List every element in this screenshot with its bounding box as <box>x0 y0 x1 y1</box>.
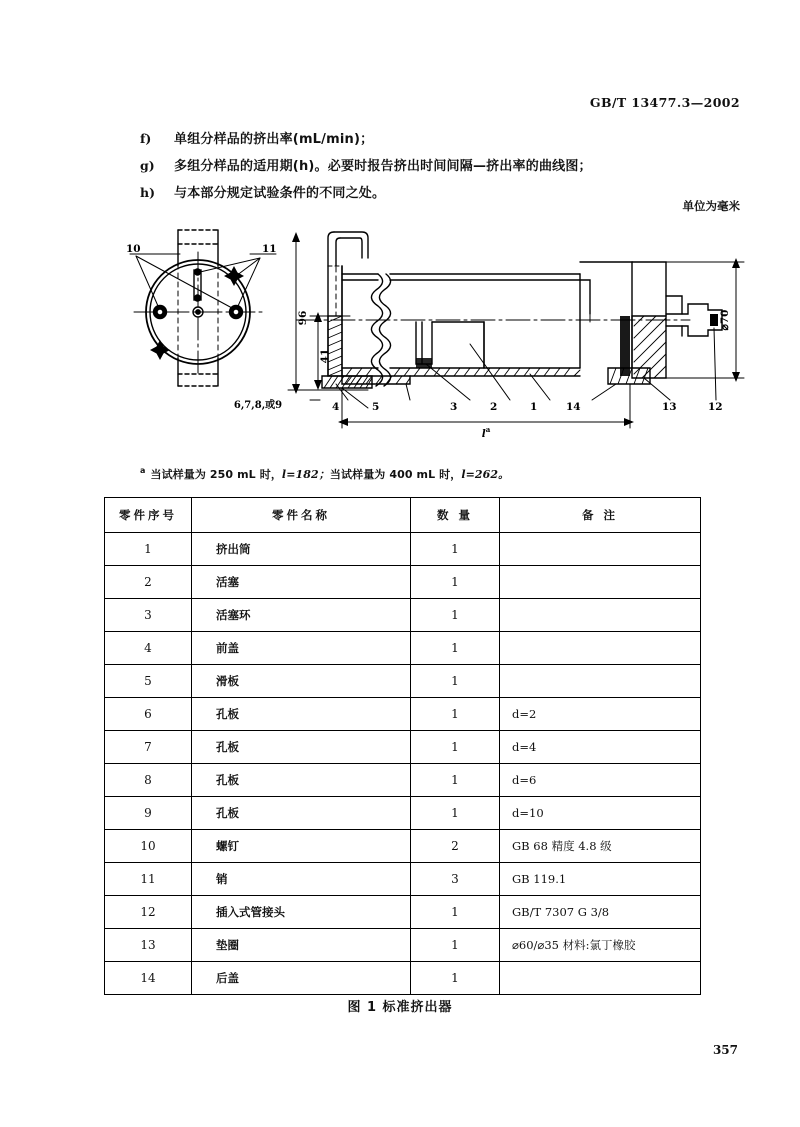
cell-remark: GB 119.1 <box>500 863 701 896</box>
table-row <box>105 797 701 830</box>
footnote-text-2: 当试样量为 400 mL 时， <box>329 468 462 481</box>
figure-footnote <box>140 466 509 482</box>
callout-14: 14 <box>566 401 581 413</box>
cell-name: 孔板 <box>192 698 411 731</box>
callout-11: 11 <box>262 243 277 255</box>
cell-qty: 2 <box>411 830 500 863</box>
cell-qty: 1 <box>411 632 500 665</box>
cell-name: 孔板 <box>192 797 411 830</box>
cell-name: 螺钉 <box>192 830 411 863</box>
list-item <box>140 184 760 204</box>
cell-remark <box>500 566 701 599</box>
callout-3: 3 <box>450 401 458 413</box>
cell-no: 4 <box>105 632 192 665</box>
cell-remark: ⌀60/⌀35 材料:氯丁橡胶 <box>500 929 701 962</box>
cell-qty: 1 <box>411 764 500 797</box>
cell-no: 8 <box>105 764 192 797</box>
table-row <box>105 566 701 599</box>
cell-remark <box>500 665 701 698</box>
standard-header: GB/T 13477.3—2002 <box>589 95 740 110</box>
callout-4: 4 <box>332 401 340 413</box>
cell-no: 11 <box>105 863 192 896</box>
clause-text: 多组分样品的适用期(h)。必要时报告挤出时间间隔—挤出率的曲线图； <box>174 158 592 174</box>
cell-name: 插入式管接头 <box>192 896 411 929</box>
cell-no: 5 <box>105 665 192 698</box>
cell-name: 销 <box>192 863 411 896</box>
list-item <box>140 157 760 177</box>
cell-qty: 1 <box>411 566 500 599</box>
callout-1: 1 <box>530 401 538 413</box>
cell-no: 14 <box>105 962 192 995</box>
cell-name: 孔板 <box>192 731 411 764</box>
footnote-equation-1: l=182； <box>281 468 330 481</box>
table-row <box>105 764 701 797</box>
cell-remark: d=4 <box>500 731 701 764</box>
clause-marker: g) <box>140 157 155 173</box>
column-header-name: 零件名称 <box>192 498 411 533</box>
cell-name: 前盖 <box>192 632 411 665</box>
dimension-height-inner: 41 <box>319 348 331 364</box>
cell-remark <box>500 632 701 665</box>
cell-no: 1 <box>105 533 192 566</box>
cell-remark: d=10 <box>500 797 701 830</box>
list-item <box>140 130 760 150</box>
cell-qty: 3 <box>411 863 500 896</box>
cell-no: 3 <box>105 599 192 632</box>
cell-qty: 1 <box>411 962 500 995</box>
cell-remark: d=2 <box>500 698 701 731</box>
cell-no: 10 <box>105 830 192 863</box>
callout-5: 5 <box>372 401 380 413</box>
clause-list <box>140 130 760 211</box>
parts-table <box>104 497 701 995</box>
table-row <box>105 698 701 731</box>
table-row <box>105 863 701 896</box>
callout-hole-plates: 6,7,8,或9 <box>233 400 283 411</box>
table-row <box>105 632 701 665</box>
table-row <box>105 665 701 698</box>
table-header-row <box>105 498 701 533</box>
cell-name: 活塞环 <box>192 599 411 632</box>
cell-qty: 1 <box>411 698 500 731</box>
footnote-equation-2: l=262。 <box>461 468 510 481</box>
cell-qty: 1 <box>411 533 500 566</box>
column-header-qty: 数 量 <box>411 498 500 533</box>
cell-qty: 1 <box>411 797 500 830</box>
cell-name: 挤出筒 <box>192 533 411 566</box>
cell-qty: 1 <box>411 929 500 962</box>
cell-no: 9 <box>105 797 192 830</box>
cell-name: 滑板 <box>192 665 411 698</box>
cell-remark: GB 68 精度 4.8 级 <box>500 830 701 863</box>
callout-12: 12 <box>708 401 723 413</box>
table-row <box>105 731 701 764</box>
cell-qty: 1 <box>411 896 500 929</box>
page-number: 357 <box>712 1043 738 1057</box>
table-row <box>105 896 701 929</box>
clause-text: 与本部分规定试验条件的不同之处。 <box>174 185 386 201</box>
cell-name: 孔板 <box>192 764 411 797</box>
cell-no: 2 <box>105 566 192 599</box>
units-note: 单位为毫米 <box>682 199 740 213</box>
cell-no: 6 <box>105 698 192 731</box>
callout-10: 10 <box>126 243 141 255</box>
table-row <box>105 962 701 995</box>
column-header-no: 零件序号 <box>105 498 192 533</box>
cell-name: 垫圈 <box>192 929 411 962</box>
cell-no: 12 <box>105 896 192 929</box>
cell-remark <box>500 599 701 632</box>
clause-marker: f) <box>140 131 152 146</box>
clause-text: 单组分样品的挤出率(mL/min)； <box>174 132 374 147</box>
dimension-length: $l^a$ <box>481 425 491 440</box>
column-header-remark: 备 注 <box>500 498 701 533</box>
table-row <box>105 599 701 632</box>
cell-no: 13 <box>105 929 192 962</box>
footnote-text-1: 当试样量为 250 mL 时， <box>150 468 282 481</box>
clause-marker: h) <box>140 184 156 200</box>
figure-caption: 图 1 标准挤出器 <box>347 1000 453 1015</box>
table-row <box>105 929 701 962</box>
cell-qty: 1 <box>411 665 500 698</box>
cell-qty: 1 <box>411 599 500 632</box>
cell-name: 活塞 <box>192 566 411 599</box>
cell-remark: GB/T 7307 G 3/8 <box>500 896 701 929</box>
cell-name: 后盖 <box>192 962 411 995</box>
table-row <box>105 830 701 863</box>
dimension-diameter: ⌀70 <box>719 309 731 331</box>
footnote-marker: a <box>140 466 146 476</box>
cell-no: 7 <box>105 731 192 764</box>
callout-2: 2 <box>490 401 498 413</box>
extruder-technical-drawing <box>110 218 750 458</box>
cell-remark <box>500 962 701 995</box>
dimension-height-overall: 96 <box>297 310 309 326</box>
cell-qty: 1 <box>411 731 500 764</box>
table-row <box>105 533 701 566</box>
cell-remark: d=6 <box>500 764 701 797</box>
cell-remark <box>500 533 701 566</box>
callout-13: 13 <box>662 401 677 413</box>
